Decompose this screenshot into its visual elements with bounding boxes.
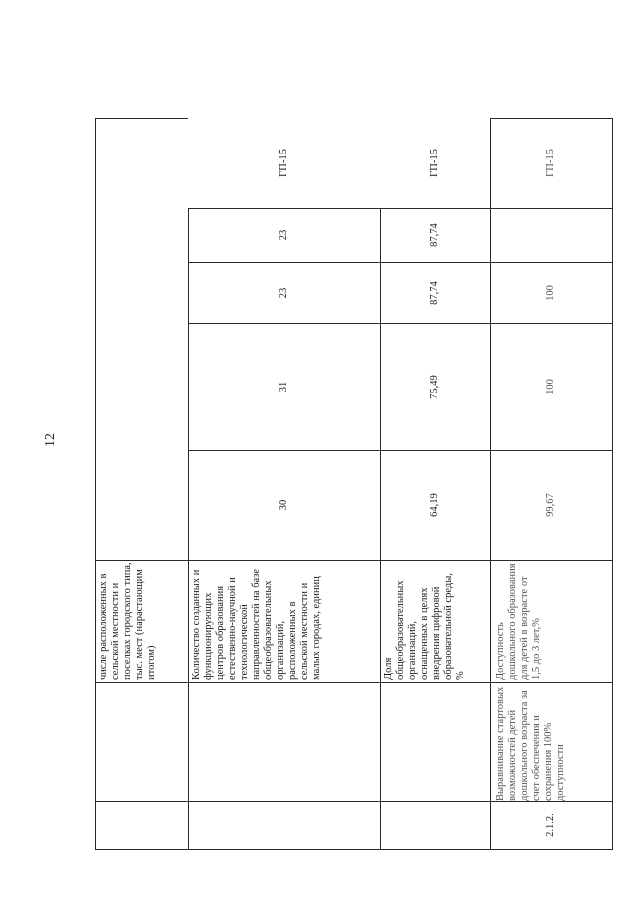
value-cell: 64,19 [429,493,440,517]
value-cell: 30 [278,499,289,511]
value-cell: 99,67 [545,493,556,517]
num-cell: 2.1.2. [545,813,556,837]
value-cell: 31 [278,381,289,392]
page-number: 12 [43,433,58,447]
value-cell: 23 [278,287,289,298]
indicator-cell: Количество созданных и функционирующих центров образования естественно-научной и технологической направленностей на базе общеобразовательных организаций, расположенных в сельской местности и малых городах, единиц [191,568,322,680]
program-cell: ГП-15 [545,149,556,177]
value-cell: 100 [545,378,556,395]
indicator-cell: Доля общеобразовательных организаций, оснащенных в целях внедрения цифровой образовательной среды, % [383,573,466,680]
value-cell: 23 [278,229,289,241]
value-cell: 87,74 [429,280,440,305]
program-cell: ГП-15 [429,149,440,177]
table [95,118,613,850]
value-cell: 87,74 [429,223,440,247]
goal-cell: Выравнивание стартовых возможностей детей дошкольного возраста за счет обеспечения и сохранения 100% доступности [495,686,566,801]
indicator-cell: Доступность дошкольного образования для детей в возрасте от 1,5 до 3 лет,% [495,563,542,680]
value-cell: 100 [545,284,556,301]
value-cell: 75,49 [429,374,440,399]
indicator-cell: числе расположенных в сельской местности и поселках городского типа, тыс. мест (нарастающим итогом) [97,562,157,680]
program-cell: ГП-15 [278,149,289,177]
